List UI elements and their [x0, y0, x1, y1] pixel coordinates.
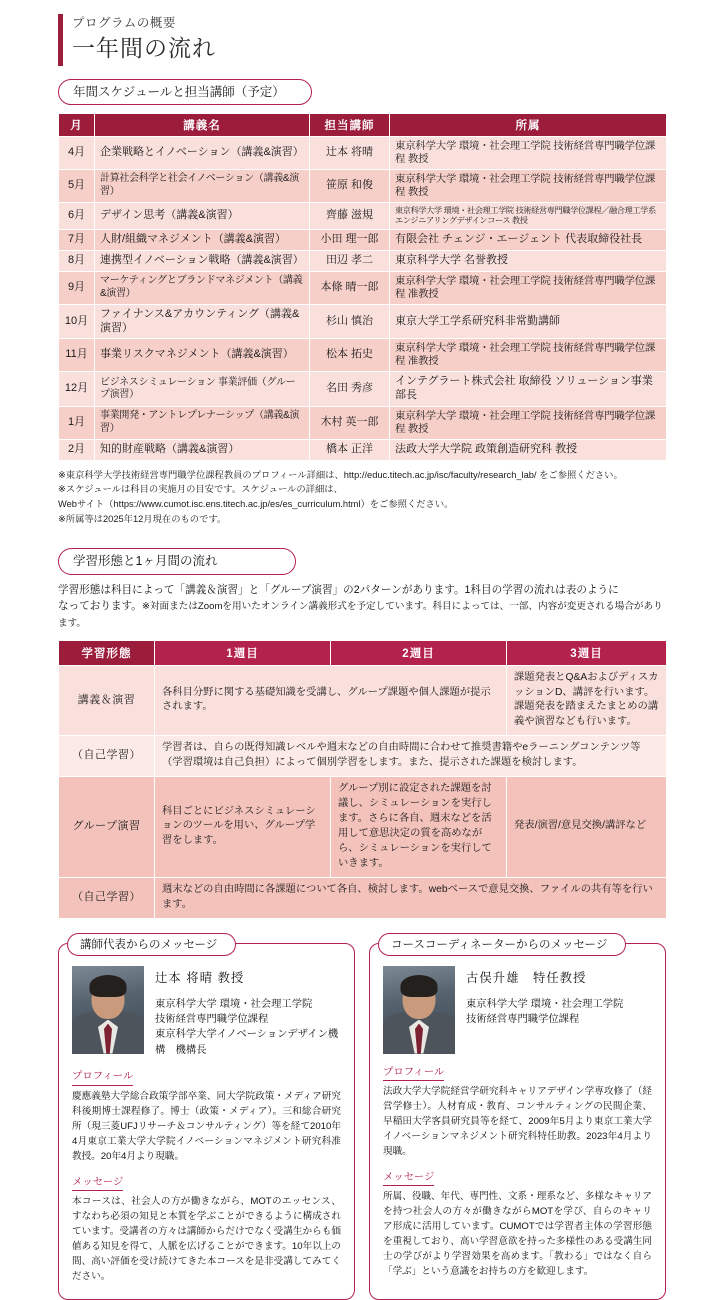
cell-lecture: ビジネスシミュレーション 事業評価（グループ演習）	[95, 372, 310, 407]
col-week3: 3週目	[507, 640, 667, 665]
person-name: 古俣升雄 特任教授	[466, 970, 587, 985]
cell-teacher: 本條 晴一郎	[310, 271, 390, 304]
message-label: メッセージ	[72, 1176, 123, 1192]
person-name: 辻本 将晴 教授	[155, 970, 245, 985]
col-affiliation: 所属	[390, 113, 667, 136]
cell-lecture: ファイナンス&アカウンティング（講義&演習）	[95, 304, 310, 339]
cell-mode: （自己学習）	[59, 877, 155, 918]
panel-lecturer-message	[58, 939, 355, 1300]
cell-full: 週末などの自由時間に各課題について各自、検討します。webベースで意見交換、ファイルの共有等を行います。	[155, 877, 667, 918]
message-text: 本コースは、社会人の方が働きながら、MOTのエッセンス、すなわち必須の知見と本質を学ぶことができるように構成されています。受講者の方々は講師からだけでなく受講生からも価値ある知見を得て、人脈を広げることができます。10年以上の間、高い評価を受け続けてきた本コースを是非受講してみてください。	[72, 1196, 341, 1282]
cell-affiliation: 有限会社 チェンジ・エージェント 代表取締役社長	[390, 230, 667, 251]
cell-affiliation: 東京科学大学 環境・社会理工学院 技術経営専門職学位課程／融合理工学系エンジニアリングデザインコース 教授	[390, 202, 667, 230]
cell-lecture: 人財/組織マネジメント（講義&演習）	[95, 230, 310, 251]
table-row	[59, 202, 667, 230]
table-row	[59, 736, 667, 777]
panel-coordinator-message	[369, 939, 666, 1300]
learning-lead-line2	[58, 598, 666, 632]
col-lecture: 講義名	[95, 113, 310, 136]
message-panels	[58, 939, 666, 1300]
table-header-row	[59, 640, 667, 665]
person-affiliation	[466, 997, 623, 1028]
header-accent-bar	[58, 14, 63, 66]
cell-affiliation: 東京科学大学 名誉教授	[390, 251, 667, 272]
cell-affiliation: インテグラート株式会社 取締役 ソリューション事業部長	[390, 372, 667, 407]
table-row	[59, 136, 667, 169]
affiliation-line: 東京科学大学 環境・社会理工学院	[466, 998, 624, 1010]
cell-mode: グループ演習	[59, 777, 155, 878]
cell-week1: 科目ごとにビジネスシミュレーションのツールを用い、グループ学習をします。	[155, 777, 331, 878]
cell-lecture: 事業リスクマネジメント（講義&演習）	[95, 339, 310, 372]
cell-lecture: 企業戦略とイノベーション（講義&演習）	[95, 136, 310, 169]
cell-week1-2: 各科目分野に関する基礎知識を受講し、グループ課題や個人課題が提示されます。	[155, 665, 507, 736]
cell-month: 1月	[59, 406, 95, 439]
cell-lecture: マーケティングとブランドマネジメント（講義&演習）	[95, 271, 310, 304]
cell-affiliation: 東京科学大学 環境・社会理工学院 技術経営専門職学位課程 教授	[390, 136, 667, 169]
table-row	[59, 665, 667, 736]
profile-text: 法政大学大学院経営学研究科キャリアデザイン学専攻修了（経営学修士）。人材育成・教育、コンサルティングの民間企業、早稲田大学客員研究員等を経て、2009年5月より東京工業大学イノベーションマネジメント研究科特任助教。2023年4月より現職。	[383, 1086, 652, 1157]
table-row	[59, 251, 667, 272]
schedule-section-heading: 年間スケジュールと担当講師（予定）	[58, 79, 312, 105]
cell-affiliation: 東京科学大学 環境・社会理工学院 技術経営専門職学位課程 教授	[390, 169, 667, 202]
cell-month: 2月	[59, 439, 95, 460]
cell-teacher: 木村 英一郎	[310, 406, 390, 439]
table-row	[59, 339, 667, 372]
profile-label: プロフィール	[72, 1070, 133, 1086]
learning-section-heading: 学習形態と1ヶ月間の流れ	[58, 548, 296, 574]
cell-month: 11月	[59, 339, 95, 372]
cell-affiliation: 法政大学大学院 政策創造研究科 教授	[390, 439, 667, 460]
cell-teacher: 田辺 孝二	[310, 251, 390, 272]
profile-text: 慶應義塾大学総合政策学部卒業、同大学院政策・メディア研究科後期博士課程修了。博士（政策・メディア）。三和総合研究所（現三菱UFJリサーチ＆コンサルティング）等を経て2010年4月東京工業大学大学院イノベーションマネジメント研究科准教授。20年4月より現職。	[72, 1090, 341, 1162]
footnote-2: ※スケジュールは科目の実施月の目安です。スケジュールの詳細は、	[58, 484, 343, 495]
affiliation-line: 東京科学大学イノベーションデザイン機構 機構長	[155, 1029, 339, 1056]
cell-lecture: 事業開発・アントレプレナーシップ（講義&演習）	[95, 406, 310, 439]
cell-month: 4月	[59, 136, 95, 169]
cell-full: 学習者は、自らの既得知識レベルや週末などの自由時間に合わせて推奨書籍やeラーニングコンテンツ等（学習環境は自己負担）によって個別学習をします。また、提示された課題を検討します。	[155, 736, 667, 777]
table-row	[59, 169, 667, 202]
table-row	[59, 372, 667, 407]
cell-month: 7月	[59, 230, 95, 251]
schedule-footnotes	[58, 468, 666, 527]
cell-teacher: 名田 秀彦	[310, 372, 390, 407]
table-header-row	[59, 113, 667, 136]
footnote-3: Webサイト（https://www.cumot.isc.ens.titech.ac.jp/es/es_curriculum.html）をご参照ください。	[58, 498, 454, 509]
cell-mode: 講義＆演習	[59, 665, 155, 736]
cell-lecture: デザイン思考（講義&演習）	[95, 202, 310, 230]
cell-week3: 課題発表とQ&AおよびディスカッションD、講評を行います。課題発表を踏まえたまとめの講義や演習なども行います。	[507, 665, 667, 736]
panel-title: 講師代表からのメッセージ	[67, 933, 236, 956]
cell-lecture: 知的財産戦略（講義&演習）	[95, 439, 310, 460]
affiliation-line: 技術経営専門職学位課程	[155, 1013, 269, 1025]
col-month: 月	[59, 113, 95, 136]
cell-affiliation: 東京科学大学 環境・社会理工学院 技術経営専門職学位課程 教授	[390, 406, 667, 439]
cell-mode: （自己学習）	[59, 736, 155, 777]
schedule-section	[58, 79, 666, 527]
table-row	[59, 230, 667, 251]
learning-format-table	[58, 640, 667, 919]
message-label: メッセージ	[383, 1171, 434, 1187]
person-block	[383, 966, 652, 1054]
panel-title: コースコーディネーターからのメッセージ	[378, 933, 626, 956]
person-block	[72, 966, 341, 1059]
cell-lecture: 計算社会科学と社会イノベーション（講義&演習）	[95, 169, 310, 202]
avatar	[383, 966, 455, 1054]
col-week1: 1週目	[155, 640, 331, 665]
col-learning-mode: 学習形態	[59, 640, 155, 665]
table-row	[59, 271, 667, 304]
cell-month: 12月	[59, 372, 95, 407]
profile-label: プロフィール	[383, 1066, 444, 1082]
table-row	[59, 877, 667, 918]
page-title: 一年間の流れ	[72, 34, 216, 61]
cell-teacher: 橋本 正洋	[310, 439, 390, 460]
message-text: 所属、役職、年代、専門性、文系・理系など、多様なキャリアを持つ社会人の方々が働きながらMOTを学び、自らのキャリア形成に活用しています。CUMOTでは学習者主体の学習形態を重視しており、高い学習意欲を持った多様性のある受講生同士の学びがより学習効果を高めます。「教わる」ではなく自ら「学ぶ」という意識をお持ちの方を歓迎します。	[383, 1191, 652, 1278]
page-header	[0, 0, 724, 63]
cell-teacher: 齊藤 滋規	[310, 202, 390, 230]
cell-month: 5月	[59, 169, 95, 202]
affiliation-line: 技術経営専門職学位課程	[466, 1013, 580, 1025]
person-affiliation	[155, 997, 341, 1059]
annual-schedule-table	[58, 113, 667, 461]
cell-month: 6月	[59, 202, 95, 230]
learning-section	[58, 548, 666, 918]
cell-teacher: 笹原 和俊	[310, 169, 390, 202]
cell-teacher: 辻本 将晴	[310, 136, 390, 169]
learning-lead	[58, 582, 666, 632]
table-row	[59, 304, 667, 339]
cell-month: 9月	[59, 271, 95, 304]
cell-affiliation: 東京大学工学系研究科非常勤講師	[390, 304, 667, 339]
cell-affiliation: 東京科学大学 環境・社会理工学院 技術経営専門職学位課程 准教授	[390, 271, 667, 304]
cell-week2: グループ別に設定された課題を討議し、シミュレーションを実行します。さらに各自、週末などを活用して意思決定の質を高めながら、シミュレーションを実行していきます。	[331, 777, 507, 878]
col-week2: 2週目	[331, 640, 507, 665]
cell-week3: 発表/演習/意見交換/講評など	[507, 777, 667, 878]
cell-affiliation: 東京科学大学 環境・社会理工学院 技術経営専門職学位課程 准教授	[390, 339, 667, 372]
learning-lead-line2b: ※対面またはZoomを用いたオンライン講義形式を予定しています。科目によっては、一部、内容が変更される場合があります。	[58, 600, 663, 629]
cell-month: 8月	[59, 251, 95, 272]
col-teacher: 担当講師	[310, 113, 390, 136]
affiliation-line: 東京科学大学 環境・社会理工学院	[155, 998, 313, 1010]
learning-lead-line2a: なっております。	[58, 599, 142, 612]
learning-lead-line1: 学習形態は科目によって「講義＆演習」と「グループ演習」の2パターンがあります。1科目の学習の流れは表のように	[58, 583, 619, 596]
table-row	[59, 777, 667, 878]
page-kicker: プログラムの概要	[72, 16, 176, 30]
table-row	[59, 406, 667, 439]
footnote-1: ※東京科学大学技術経営専門職学位課程教員のプロフィール詳細は、http://educ.titech.ac.jp/isc/faculty/research_lab/ をご参照ください。	[58, 469, 623, 480]
cell-lecture: 連携型イノベーション戦略（講義&演習）	[95, 251, 310, 272]
cell-month: 10月	[59, 304, 95, 339]
footnote-4: ※所属等は2025年12月現在のものです。	[58, 513, 227, 524]
table-row	[59, 439, 667, 460]
cell-teacher: 杉山 慎治	[310, 304, 390, 339]
avatar	[72, 966, 144, 1054]
cell-teacher: 松本 拓史	[310, 339, 390, 372]
cell-teacher: 小田 理一郎	[310, 230, 390, 251]
